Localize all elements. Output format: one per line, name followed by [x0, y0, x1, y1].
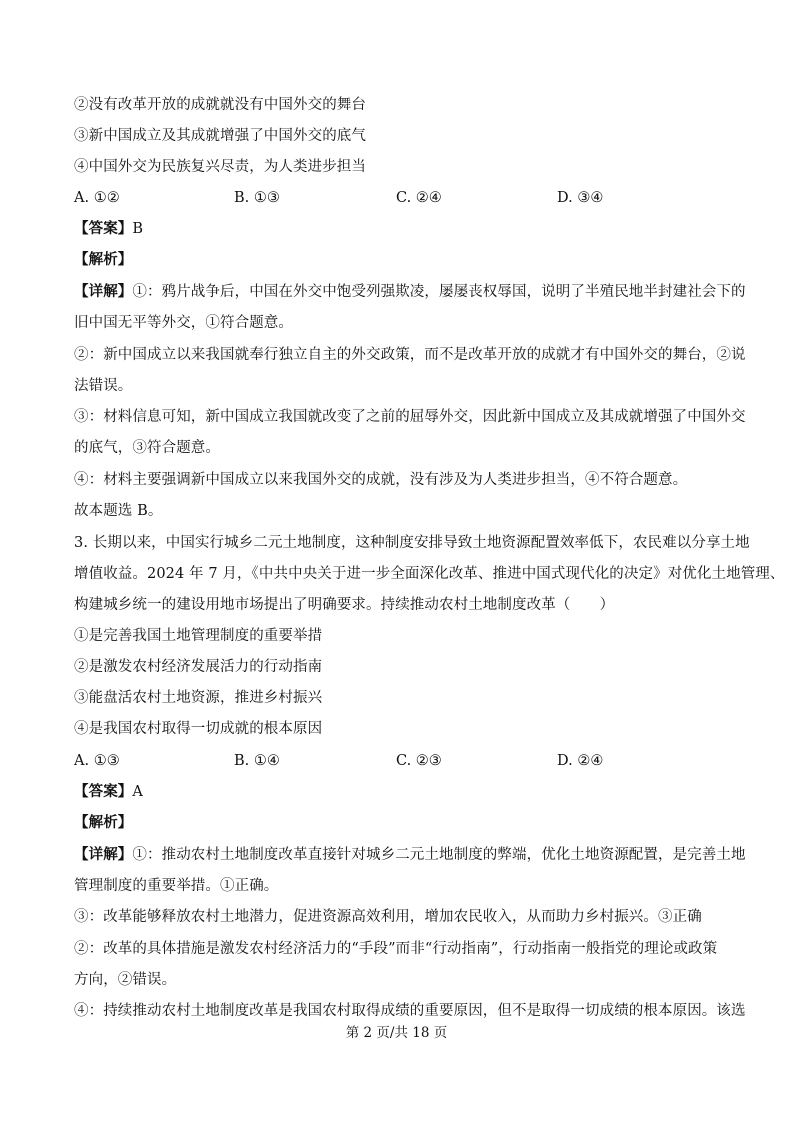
answer-value: A — [132, 784, 143, 800]
q2-detail-4: ④：材料主要强调新中国成立以来我国外交的成就，没有涉及为人类进步担当，④不符合题意。 — [74, 472, 688, 488]
q2-detail-2b: 法错误。 — [74, 378, 133, 394]
q2-option-a: A. ①② — [74, 190, 120, 206]
q3-option-d: D. ②④ — [557, 753, 604, 769]
detail-text: ①：推动农村土地制度改革直接针对城乡二元土地制度的弊端，优化土地资源配置，是完善土地 — [132, 847, 746, 863]
q2-detail-1a — [74, 282, 746, 302]
q3-option-c: C. ②③ — [396, 753, 442, 769]
q3-option-a: A. ①③ — [74, 753, 120, 769]
q3-detail-2a: ②：改革的具体措施是激发农村经济活力的“手段”而非“行动指南”，行动指南一般指党的理论或政策 — [74, 941, 718, 957]
q3-detail-4: ④：持续推动农村土地制度改革是我国农村取得成绩的重要原因，但不是取得一切成绩的根本原因。该选 — [74, 1003, 746, 1019]
page-footer: 第 2 页/共 18 页 — [345, 1025, 448, 1041]
q3-detail-1b: 管理制度的重要举措。①正确。 — [74, 878, 279, 894]
q3-answer — [74, 782, 143, 802]
q3-detail-3: ③：改革能够释放农村土地潜力，促进资源高效利用，增加农民收入，从而助力乡村振兴。③正确 — [74, 909, 702, 925]
q3-stem-line-1: 3. 长期以来，中国实行城乡二元土地制度，这种制度安排导致土地资源配置效率低下，农民难以分享土地 — [74, 535, 750, 551]
q3-stem-line-3: 构建城乡统一的建设用地市场提出了明确要求。持续推动农村土地制度改革（ ） — [74, 597, 615, 613]
q3-analysis-heading — [74, 813, 132, 833]
q2-detail-3b: 的底气，③符合题意。 — [74, 440, 220, 456]
q2-detail-3a: ③：材料信息可知，新中国成立我国就改变了之前的屈辱外交，因此新中国成立及其成就增强了中国外交 — [74, 409, 746, 425]
detail-text: ①：鸦片战争后，中国在外交中饱受列强欺凌，屡屡丧权辱国，说明了半殖民地半封建社会下的 — [132, 284, 746, 300]
q2-statement-4: ④中国外交为民族复兴尽责，为人类进步担当 — [74, 159, 366, 175]
q2-detail-2a: ②：新中国成立以来我国就奉行独立自主的外交政策，而不是改革开放的成就才有中国外交的舞台，②说 — [74, 347, 746, 363]
detail-tag: 【详解】 — [74, 283, 133, 300]
q3-detail-1a — [74, 845, 746, 865]
q3-statement-3: ③能盘活农村土地资源，推进乡村振兴 — [74, 690, 323, 706]
answer-tag: 【答案】 — [74, 783, 133, 800]
q2-analysis-heading — [74, 250, 132, 270]
answer-value: B — [132, 221, 144, 237]
q2-option-b: B. ①③ — [234, 190, 280, 206]
q3-statement-1: ①是完善我国土地管理制度的重要举措 — [74, 628, 323, 644]
q3-detail-2b: 方向，②错误。 — [74, 972, 177, 988]
q3-option-b: B. ①④ — [234, 753, 280, 769]
analysis-tag: 【解析】 — [74, 251, 133, 268]
q3-stem-line-2: 增值收益。2024 年 7 月，《中共中央关于进一步全面深化改革、推进中国式现代化的决定》对优化土地管理、 — [74, 566, 785, 582]
q2-option-d: D. ③④ — [557, 190, 604, 206]
analysis-tag: 【解析】 — [74, 814, 133, 831]
answer-tag: 【答案】 — [74, 220, 133, 237]
q3-statement-2: ②是激发农村经济发展活力的行动指南 — [74, 659, 323, 675]
q3-statement-4: ④是我国农村取得一切成就的根本原因 — [74, 721, 323, 737]
detail-tag: 【详解】 — [74, 846, 133, 863]
q2-statement-2: ②没有改革开放的成就就没有中国外交的舞台 — [74, 97, 366, 113]
q2-option-c: C. ②④ — [396, 190, 442, 206]
q2-answer — [74, 219, 143, 239]
q2-conclusion: 故本题选 B。 — [74, 503, 163, 519]
q2-detail-1b: 旧中国无平等外交，①符合题意。 — [74, 315, 293, 331]
q2-statement-3: ③新中国成立及其成就增强了中国外交的底气 — [74, 128, 366, 144]
